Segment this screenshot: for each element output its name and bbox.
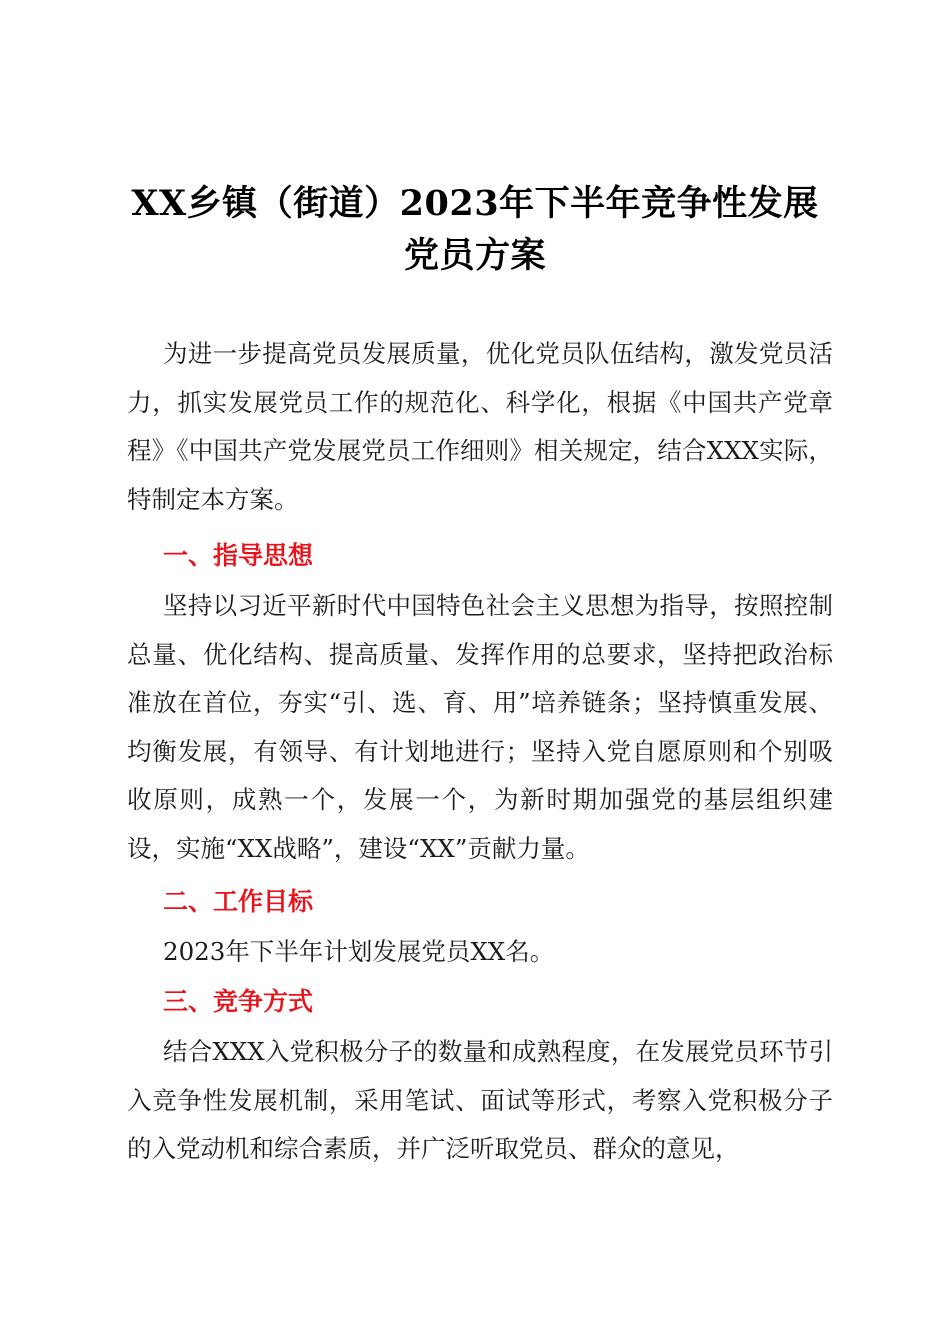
- intro-paragraph: 为进一步提高党员发展质量，优化党员队伍结构，激发党员活力，抓实发展党员工作的规范化、科学化，根据《中国共产党章程》《中国共产党发展党员工作细则》相关规定，结合XXX实际，特制定本方案。: [127, 339, 833, 514]
- section-heading-guiding-ideology: 一、指导思想: [163, 541, 314, 570]
- section-heading-competition-method: 三、竞争方式: [163, 987, 314, 1016]
- document-title: XX乡镇（街道）2023年下半年竞争性发展党员方案: [131, 183, 819, 276]
- section-heading-work-goal: 二、工作目标: [163, 887, 314, 916]
- competition-method-paragraph: 结合XXX入党积极分子的数量和成熟程度，在发展党员环节引入竞争性发展机制，采用笔试、面试等形式，考察入党积极分子的入党动机和综合素质，并广泛听取党员、群众的意见，: [127, 1037, 833, 1164]
- work-goal-paragraph: 2023年下半年计划发展党员XX名。: [163, 937, 555, 966]
- guiding-ideology-paragraph: 坚持以习近平新时代中国特色社会主义思想为指导，按照控制总量、优化结构、提高质量、发挥作用的总要求，坚持把政治标准放在首位，夯实“引、选、育、用”培养链条；坚持慎重发展、均衡发展，有领导、有计划地进行；坚持入党自愿原则和个别吸收原则，成熟一个，发展一个，为新时期加强党的基层组织建设，实施“XX战略”，建设“XX”贡献力量。: [127, 591, 833, 863]
